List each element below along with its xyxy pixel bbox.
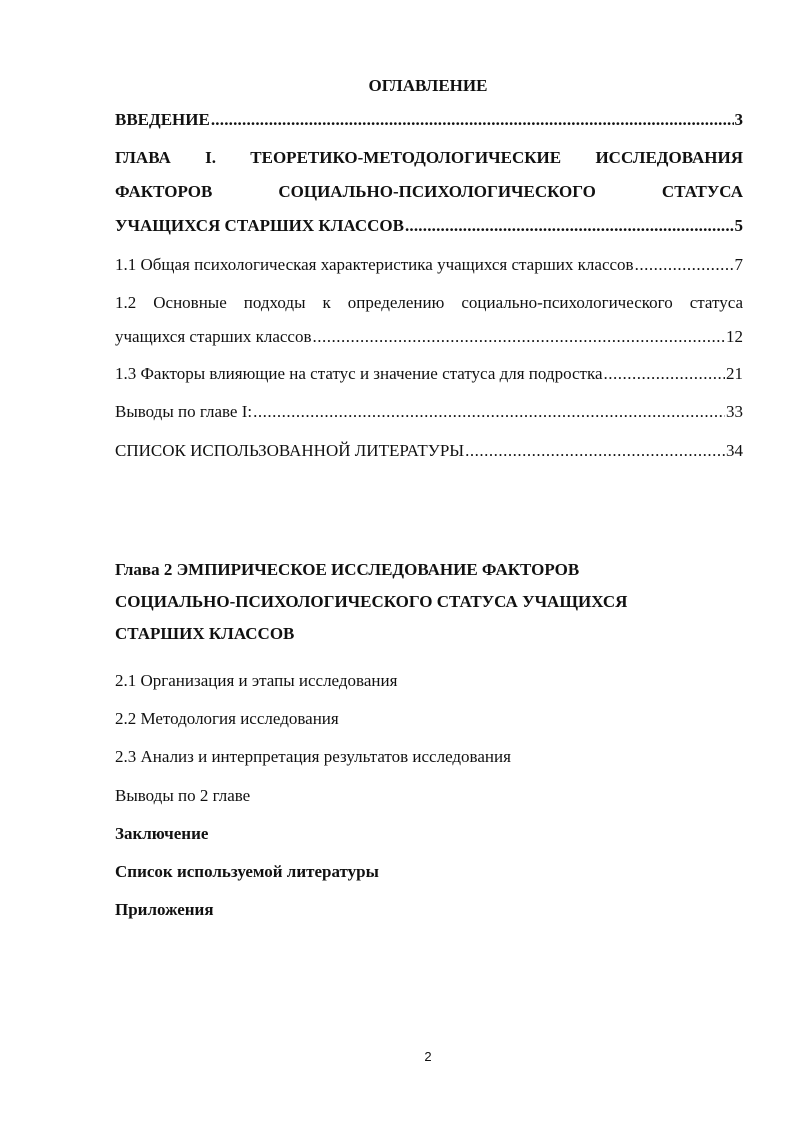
toc-entry-page: 5: [734, 216, 743, 235]
toc-entry-section-1-2: [115, 286, 743, 354]
dot-leader: [635, 248, 734, 282]
toc-entry-page: 34: [726, 441, 743, 460]
chapter1-title-line3: УЧАЩИХСЯ СТАРШИХ КЛАССОВ: [115, 216, 404, 235]
chapter1-title-line1: ГЛАВА I. ТЕОРЕТИКО-МЕТОДОЛОГИЧЕСКИЕ ИССЛЕДОВАНИЯ: [115, 148, 743, 167]
toc-entry-section-1-3: [115, 357, 743, 391]
dot-leader: [253, 395, 725, 429]
section-1-2-line2: учащихся старших классов: [115, 327, 312, 346]
dot-leader: [604, 357, 725, 391]
toc-entry-page: 33: [726, 402, 743, 421]
toc-entry-label: СПИСОК ИСПОЛЬЗОВАННОЙ ЛИТЕРАТУРЫ: [115, 441, 465, 460]
toc-entry-section-1-1: [115, 248, 743, 282]
chapter2-section-2-3: 2.3 Анализ и интерпретация результатов исследования: [115, 747, 511, 766]
conclusion-heading: Заключение: [115, 824, 209, 843]
toc-entry-intro: [115, 103, 743, 137]
toc-entry-label: 1.3 Факторы влияющие на статус и значение статуса для подростка: [115, 364, 603, 383]
toc-entry-conclusions-1: [115, 395, 743, 429]
chapter2-title-line3: СТАРШИХ КЛАССОВ: [115, 624, 295, 643]
toc-entry-bibliography-1: [115, 434, 743, 468]
page-number: 2: [424, 1049, 432, 1064]
section-1-2-line1: 1.2 Основные подходы к определению социально-психологического статуса: [115, 293, 743, 312]
toc-entry-label: ВВЕДЕНИЕ: [115, 110, 210, 129]
chapter2-conclusions: Выводы по 2 главе: [115, 786, 251, 805]
toc-entry-page: 12: [726, 327, 743, 346]
toc-entry-label: 1.1 Общая психологическая характеристика учащихся старших классов: [115, 255, 634, 274]
toc-entry-page: 3: [734, 110, 743, 129]
toc-entry-chapter1: [115, 141, 743, 243]
toc-entry-label: Выводы по главе I:: [115, 402, 253, 421]
dot-leader: [465, 434, 725, 468]
references-heading: Список используемой литературы: [115, 862, 379, 881]
chapter2-section-2-2: 2.2 Методология исследования: [115, 709, 339, 728]
chapter1-title-line2: ФАКТОРОВ СОЦИАЛЬНО-ПСИХОЛОГИЧЕСКОГО СТАТУСА: [115, 182, 743, 201]
chapter2-title-line1: Глава 2 ЭМПИРИЧЕСКОЕ ИССЛЕДОВАНИЕ ФАКТОРОВ: [115, 560, 580, 579]
dot-leader: [211, 103, 734, 137]
toc-title: ОГЛАВЛЕНИЕ: [368, 76, 488, 95]
toc-entry-page: 21: [726, 364, 743, 383]
chapter2-section-2-1: 2.1 Организация и этапы исследования: [115, 671, 398, 690]
dot-leader: [312, 320, 725, 354]
chapter2-title-line2: СОЦИАЛЬНО-ПСИХОЛОГИЧЕСКОГО СТАТУСА УЧАЩИХСЯ: [115, 592, 628, 611]
dot-leader: [405, 209, 734, 243]
toc-entry-page: 7: [734, 255, 743, 274]
appendices-heading: Приложения: [115, 900, 214, 919]
